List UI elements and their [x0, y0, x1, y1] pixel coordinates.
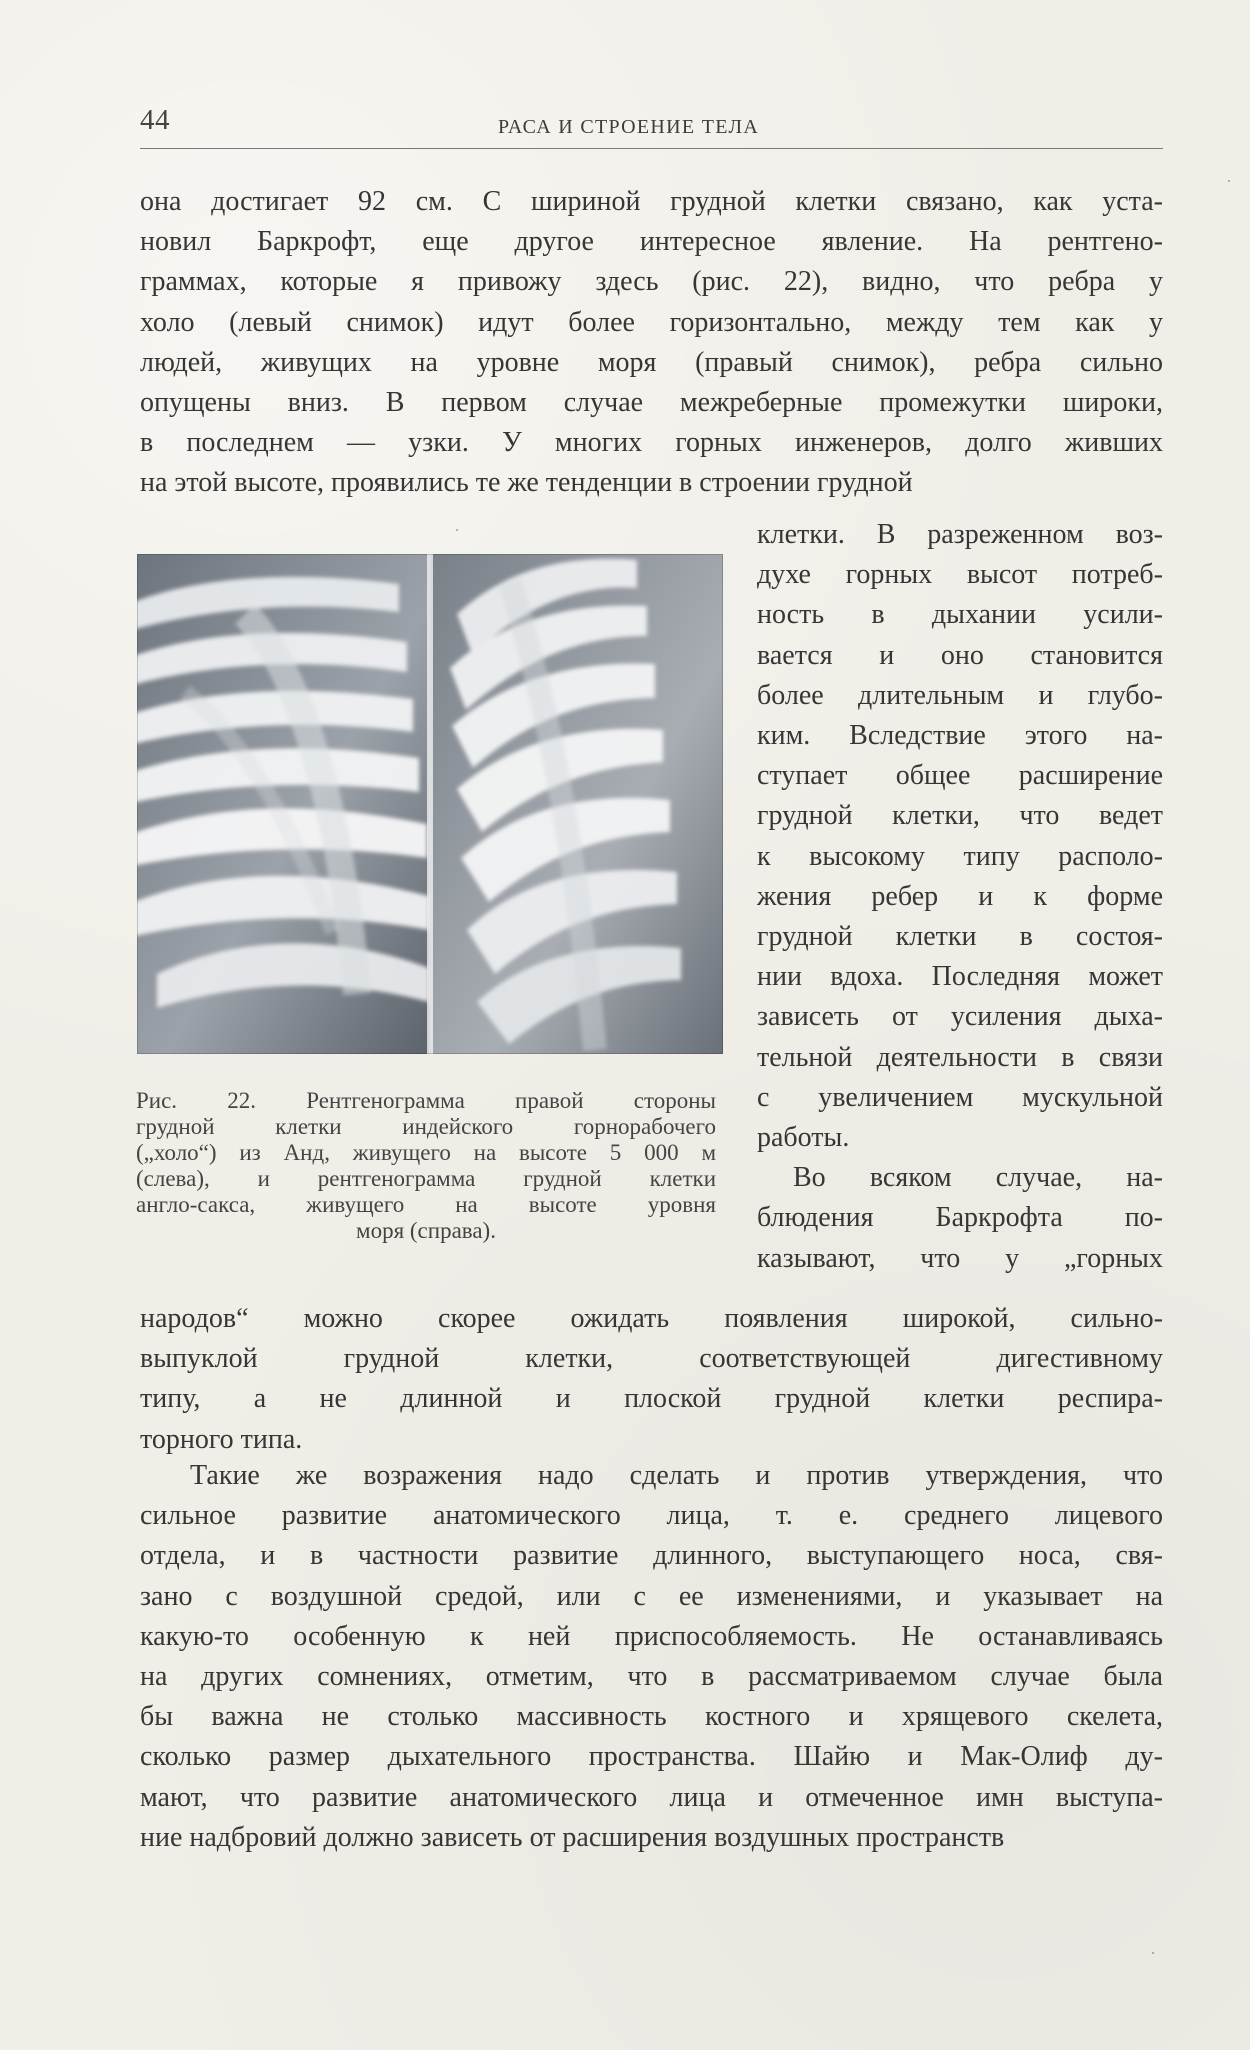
continuation-line-3: типу, а не длинной и плоской грудной клетки респира- [140, 1383, 1163, 1415]
final-line-3: отдела, и в частности развитие длинного, выступающего носа, свя- [140, 1540, 1163, 1572]
final-line-4: зано с воздушной средой, или с ее изменениями, и указывает на [140, 1580, 1163, 1612]
running-header: РАСА И СТРОЕНИЕ ТЕЛА [498, 116, 760, 138]
top-line-5: людей, живущих на уровне моря (правый снимок), ребра сильно [140, 346, 1163, 378]
right-line-6: ким. Вследствие этого на- [757, 720, 1163, 752]
top-line-2: новил Баркрофт, еще другое интересное явление. На рентгено- [140, 226, 1163, 258]
right-line-1: клетки. В разреженном воз- [757, 519, 1163, 550]
final-paragraph [140, 1456, 1163, 1858]
right-line-15: с увеличением мускульной [757, 1081, 1163, 1113]
continuation-line-1: народов“ можно скорее ожидать появления широкой, сильно- [140, 1303, 1163, 1334]
top-line-1: она достигает 92 см. С шириной грудной клетки связано, как уста- [140, 186, 1163, 217]
right-line-10: жения ребер и к форме [757, 880, 1163, 912]
right-line-7: ступает общее расширение [757, 760, 1163, 792]
xray-image [137, 554, 723, 1054]
right-line-5: более длительным и глубо- [757, 679, 1163, 711]
figure-caption [136, 1088, 716, 1244]
caption-line-4: (слева), и рентгенограмма грудной клетки [136, 1166, 716, 1191]
top-paragraph [140, 182, 1163, 504]
final-line-10: ние надбровий должно зависеть от расширения воздушных пространств [140, 1821, 1005, 1853]
continuation-text [140, 1299, 1163, 1460]
right-line-16: работы. [757, 1122, 850, 1154]
page-speck [456, 529, 458, 531]
caption-line-5: англо-сакса, живущего на высоте уровня [136, 1192, 716, 1217]
right-line-14: тельной деятельности в связи [757, 1041, 1163, 1073]
right-line-17: Во всяком случае, на- [793, 1162, 1163, 1194]
right-line-3: ность в дыхании усили- [757, 599, 1163, 631]
right-line-13: зависеть от усиления дыха- [757, 1001, 1163, 1033]
final-line-9: мают, что развитие анатомического лица и отмеченное имн выступа- [140, 1781, 1163, 1813]
final-line-8: сколько размер дыхательного пространства. Шайю и Мак-Олиф ду- [140, 1741, 1163, 1773]
right-line-19: казывают, что у „горных [757, 1242, 1163, 1274]
final-line-1: Такие же возражения надо сделать и против утверждения, что [190, 1460, 1163, 1491]
right-line-12: нии вдоха. Последняя может [757, 961, 1163, 993]
page-speck [1152, 1952, 1154, 1954]
top-line-4: холо (левый снимок) идут более горизонтально, между тем как у [140, 306, 1163, 338]
top-line-7: в последнем — узки. У многих горных инженеров, долго живших [140, 427, 1163, 459]
right-line-18: блюдения Баркрофта по- [757, 1202, 1163, 1234]
final-line-7: бы важна не столько массивность костного и хрящевого скелета, [140, 1701, 1163, 1733]
right-column-text [757, 515, 1163, 1279]
top-line-3: граммах, которые я привожу здесь (рис. 22), видно, что ребра у [140, 266, 1163, 298]
right-line-4: вается и оно становится [757, 639, 1163, 671]
top-line-8: на этой высоте, проявились те же тенденции в строении грудной [140, 467, 913, 499]
page-number: 44 [140, 104, 170, 136]
right-line-2: духе горных высот потреб- [757, 559, 1163, 591]
final-line-2: сильное развитие анатомического лица, т. е. среднего лицевого [140, 1500, 1163, 1532]
right-line-11: грудной клетки в состоя- [757, 921, 1163, 953]
caption-line-1: Рис. 22. Рентгенограмма правой стороны [136, 1088, 716, 1113]
right-line-8: грудной клетки, что ведет [757, 800, 1163, 832]
caption-line-2: грудной клетки индейского горнорабочего [136, 1114, 716, 1139]
xray-figure [137, 554, 723, 1054]
caption-line-3: („холо“) из Анд, живущего на высоте 5 000 м [136, 1140, 716, 1165]
final-line-6: на других сомнениях, отметим, что в рассматриваемом случае была [140, 1661, 1163, 1693]
continuation-line-2: выпуклой грудной клетки, соответствующей дигестивному [140, 1343, 1163, 1375]
header-rule [140, 148, 1163, 149]
final-line-5: какую-то особенную к ней приспособляемость. Не останавливаясь [140, 1620, 1163, 1652]
continuation-line-4: торного типа. [140, 1423, 303, 1455]
page-speck [1228, 180, 1230, 182]
right-line-9: к высокому типу располо- [757, 840, 1163, 872]
top-line-6: опущены вниз. В первом случае межреберные промежутки широки, [140, 387, 1163, 419]
caption-line-6: моря (справа). [356, 1218, 496, 1243]
